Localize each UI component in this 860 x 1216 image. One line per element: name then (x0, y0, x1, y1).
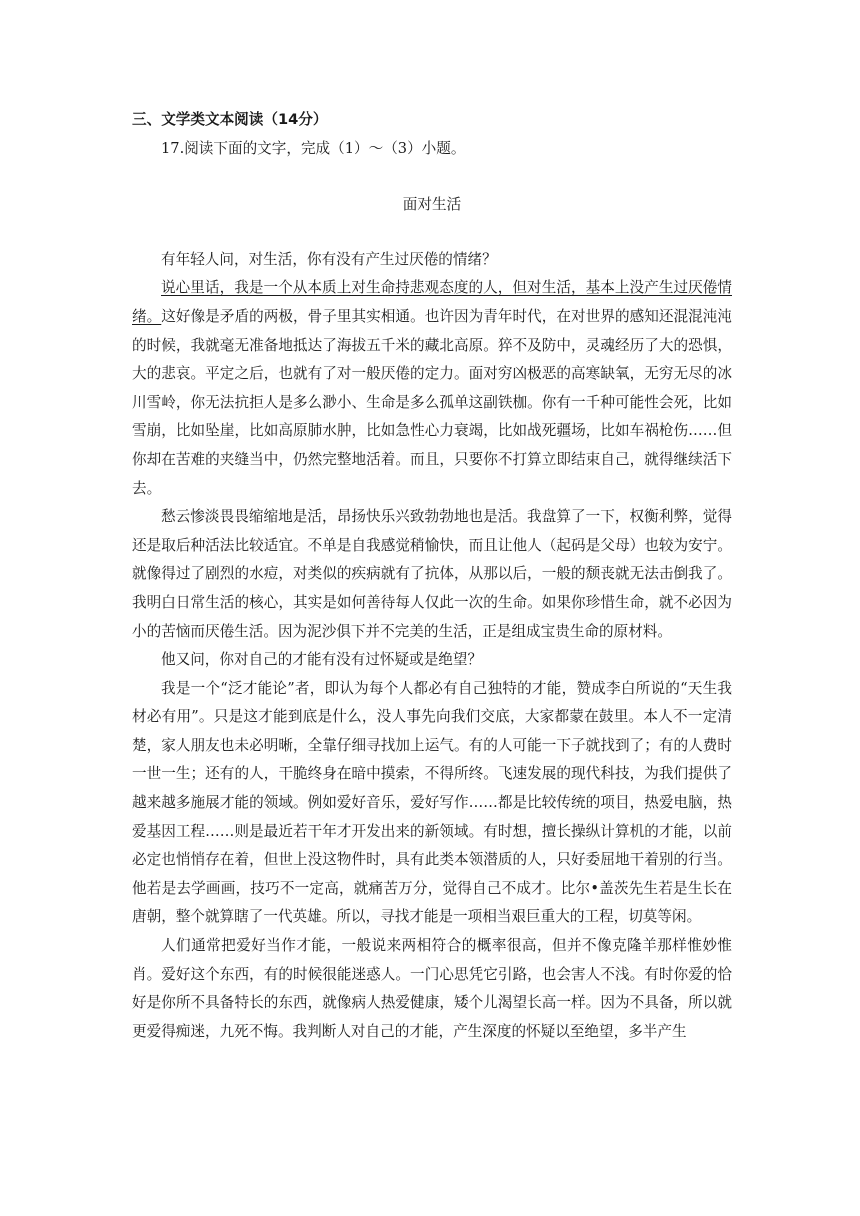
paragraph (132, 274, 732, 503)
paragraph-text: 人们通常把爱好当作才能，一般说来两相符合的概率很高，但并不像克隆羊那样惟妙惟肖。爱好这个东西，有的时候很能迷惑人。一门心思凭它引路，也会害人不浅。有时你爱的恰好是你所不具备特长的东西，就像病人热爱健康，矮个儿渴望长高一样。因为不具备，所以就更爱得痴迷，九死不悔。我判断人对自己的才能，产生深度的怀疑以至绝望，多半产生 (132, 937, 732, 1040)
article-title: 面对生活 (402, 196, 462, 214)
section-heading: 三、文学类文本阅读（14分） (132, 111, 328, 128)
paragraph-text: 我是一个“泛才能论”者，即认为每个人都必有自己独特的才能，赞成李白所说的“天生我材必有用”。只是这才能到底是什么，没人事先向我们交底，大家都蒙在鼓里。本人不一定清楚，家人朋友也未必明晰，全靠仔细寻找加上运气。有的人可能一下子就找到了；有的人费时一世一生；还有的人，干脆终身在暗中摸索，不得所终。飞速发展的现代科技，为我们提供了越来越多施展才能的领域。例如爱好音乐，爱好写作……都是比较传统的项目，热爱电脑，热爱基因工程……则是最近若干年才开发出来的新领域。有时想，擅长操纵计算机的才能，以前必定也悄悄存在着，但世上没这物件时，具有此类本领潜质的人，只好委屈地干着别的行当。他若是去学画画，技巧不一定高，就痛苦万分，觉得自己不成才。比尔•盖茨先生若是生长在唐朝，整个就算瞎了一代英雄。所以，寻找才能是一项相当艰巨重大的工程，切莫等闲。 (132, 679, 732, 926)
paragraph-text: 有年轻人问，对生活，你有没有产生过厌倦的情绪？ (161, 250, 497, 268)
question-prompt: 17.阅读下面的文字，完成（1）～（3）小题。 (161, 139, 466, 157)
document-body (132, 106, 732, 1046)
underlined-sentence: 说心里话，我是一个从本质上对生命持悲观态度的人，但对生活，基本上没产生过厌倦情绪。 (132, 279, 732, 325)
paragraph (132, 503, 732, 646)
paragraph (132, 675, 732, 932)
paragraph-text: 这好像是矛盾的两极，骨子里其实相通。也许因为青年时代，在对世界的感知还混混沌沌的时候，我就毫无准备地抵达了海拔五千米的藏北高原。猝不及防中，灵魂经历了大的恐惧，大的悲哀。平定之后，也就有了对一般厌倦的定力。面对穷凶极恶的高寒缺氧，无穷无尽的冰川雪岭，你无法抗拒人是多么渺小、生命是多么孤单这副铁枷。你有一千种可能性会死，比如雪崩，比如坠崖，比如高原肺水肿，比如急性心力衰竭，比如战死疆场，比如车祸枪伤……但你却在苦难的夹缝当中，仍然完整地活着。而且，只要你不打算立即结束自己，就得继续活下去。 (132, 307, 732, 497)
paragraph (132, 932, 732, 1046)
paragraph (132, 246, 732, 275)
paragraph (132, 646, 732, 675)
paragraph-text: 愁云惨淡畏畏缩缩地是活，昂扬快乐兴致勃勃地也是活。我盘算了一下，权衡利弊，觉得还是取后种活法比较适宜。不单是自我感觉稍愉快，而且让他人（起码是父母）也较为安宁。就像得过了剧烈的水痘，对类似的疾病就有了抗体，从那以后，一般的颓丧就无法击倒我了。我明白日常生活的核心，其实是如何善待每人仅此一次的生命。如果你珍惜生命，就不必因为小的苦恼而厌倦生活。因为泥沙俱下并不完美的生活，正是组成宝贵生命的原材料。 (132, 508, 732, 640)
paragraph-text: 他又问，你对自己的才能有没有过怀疑或是绝望？ (161, 651, 483, 669)
